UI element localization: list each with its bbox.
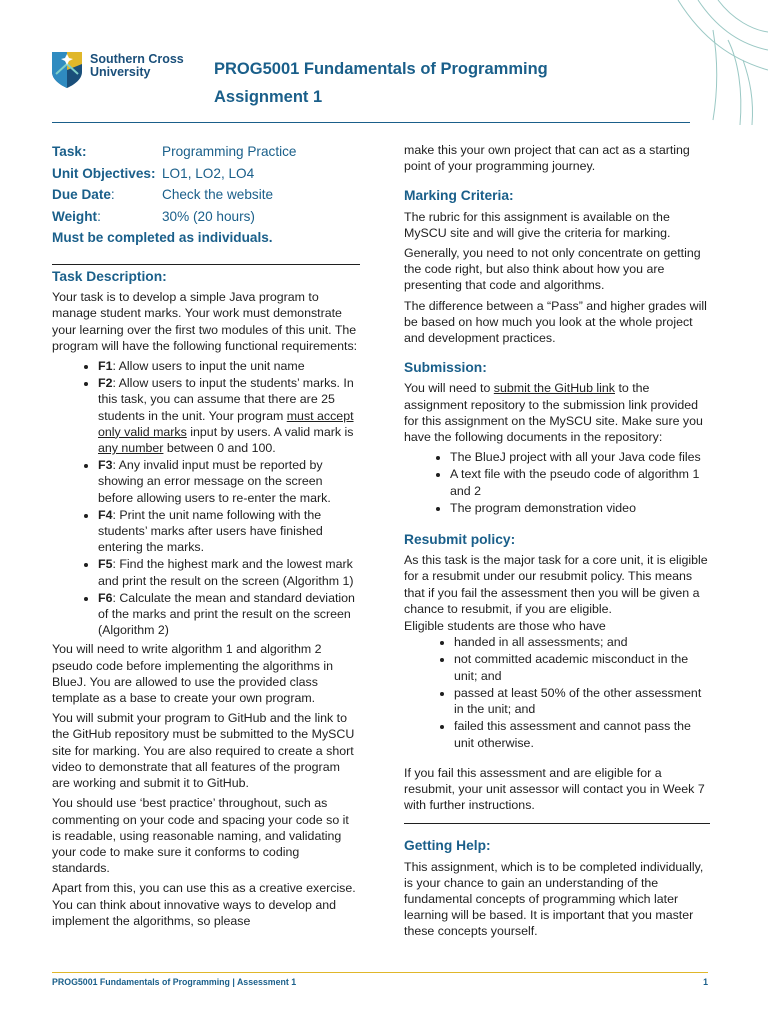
marking-paragraph-2: Generally, you need to not only concentrate on getting the code right, but also think about how you are presenting that code and algorithms. xyxy=(404,246,701,293)
list-item xyxy=(98,590,360,639)
submission-heading-colon: : xyxy=(482,360,487,376)
page-footer xyxy=(52,972,708,987)
list-item: • passed at least 50% of the other assessment in the unit; and xyxy=(454,685,710,717)
resubmit-heading-colon: : xyxy=(510,532,516,548)
f1-text: : Allow users to input the unit name xyxy=(112,359,305,374)
meta-row-due xyxy=(52,184,296,206)
university-name-line1: Southern Cross xyxy=(90,52,184,66)
list-item: • The program demonstration video xyxy=(450,500,710,516)
submission-text-b: to the assignment repository to the submission link provided for this assignment on the MySCU site. Make sure you have the following documents in the repository: xyxy=(404,381,703,445)
shield-icon xyxy=(50,50,84,90)
marking-paragraph-3: The difference between a “Pass” and higher grades will be based on how much you look at the whole project and development practices. xyxy=(404,298,707,346)
task-paragraph-5: Apart from this, you can use this as a creative exercise. You can think about innovative ways to develop and implement the algorithms, so please xyxy=(52,881,356,928)
submission-heading-text: Submission xyxy=(404,360,483,376)
university-name xyxy=(90,53,184,79)
resubmit-list xyxy=(404,634,710,750)
weight-key-label: Weight xyxy=(52,208,98,224)
f1-label: F1 xyxy=(98,359,113,374)
f2-underline-2: any number xyxy=(98,441,164,456)
header-divider xyxy=(52,122,690,123)
list-item xyxy=(98,556,360,588)
university-logo xyxy=(50,50,190,90)
f2-text-b: input by users. A valid mark is xyxy=(186,424,354,439)
f6-label: F6 xyxy=(98,590,113,605)
submission-list xyxy=(404,449,710,516)
list-item: • A text file with the pseudo code of algorithm 1 and 2 xyxy=(450,466,710,498)
left-column xyxy=(52,264,360,933)
marking-criteria-heading xyxy=(404,188,710,204)
resubmit-paragraph-1: As this task is the major task for a core unit, it is eligible for a resubmit under our resubmit policy. This means that if you fail the assessment then you will be given a chance to resubmit, if you are eligible. xyxy=(404,553,708,616)
list-item: • not committed academic misconduct in the unit; and xyxy=(454,651,710,683)
requirements-list xyxy=(52,358,360,638)
list-item xyxy=(98,457,360,506)
help-rule xyxy=(404,823,710,824)
resubmit-heading xyxy=(404,532,710,548)
task-intro: Your task is to develop a simple Java program to manage student marks. Your work must demonstrate your learning over the first two modules of this unit. The program will have the following functional requirements: xyxy=(52,290,358,353)
document-title xyxy=(214,55,548,111)
f4-label: F4 xyxy=(98,507,113,522)
resubmit-paragraph-2: Eligible students are those who have xyxy=(404,619,606,634)
marking-paragraph-1: The rubric for this assignment is available on the MySCU site and will give the criteria for marking. xyxy=(404,209,671,240)
decorative-lines xyxy=(568,0,768,130)
university-name-line2: University xyxy=(90,65,151,79)
meta-row-objectives xyxy=(52,163,296,185)
individual-notice: Must be completed as individuals. xyxy=(52,230,273,245)
f4-text: : Print the unit name following with the students’ marks after users have finished entering the marks. xyxy=(98,507,323,555)
submission-underline: submit the GitHub link xyxy=(493,381,615,396)
f2-text-c: between 0 and 100. xyxy=(163,441,276,456)
footer-text: PROG5001 Fundamentals of Programming | Assessment 1 xyxy=(52,977,297,987)
objectives-key: Unit Objectives: xyxy=(52,165,156,181)
f6-text: : Calculate the mean and standard deviation of the marks and print the result on the screen (Algorithm 2) xyxy=(98,590,355,638)
f3-label: F3 xyxy=(98,458,113,473)
resubmit-paragraph-3: If you fail this assessment and are eligible for a resubmit, your unit assessor will contact you in Week 7 with further instructions. xyxy=(404,765,705,813)
list-item: • The BlueJ project with all your Java code files xyxy=(450,449,710,465)
f2-underline-1: must accept only valid marks xyxy=(98,408,354,439)
due-key xyxy=(52,184,162,206)
task-description-heading-text: Task Description xyxy=(52,269,163,284)
right-column xyxy=(404,142,710,944)
marking-heading-colon: : xyxy=(509,188,514,204)
task-value: Programming Practice xyxy=(162,144,297,159)
task-description-rule xyxy=(52,264,360,265)
f2-label: F2 xyxy=(98,376,113,391)
submission-text-a: You will need to xyxy=(404,381,494,396)
list-item xyxy=(98,507,360,556)
help-paragraph: This assignment, which is to be completed individually, is your chance to gain an understanding of the fundamental concepts of programming which later learning will be based. It is important that you master these concepts yourself. xyxy=(404,859,704,939)
due-key-label: Due Date xyxy=(52,187,111,202)
getting-help-heading: Getting Help: xyxy=(404,838,491,854)
task-key: Task: xyxy=(52,144,87,159)
f5-label: F5 xyxy=(98,557,113,572)
meta-row-task xyxy=(52,141,296,163)
title-line2: Assignment 1 xyxy=(214,88,323,106)
meta-row-weight xyxy=(52,206,296,228)
list-item xyxy=(98,358,360,374)
title-line1: PROG5001 Fundamentals of Programming xyxy=(214,60,548,78)
list-item: • handed in all assessments; and xyxy=(454,634,710,650)
marking-heading-text: Marking Criteria xyxy=(404,188,510,204)
task-description-heading xyxy=(52,269,360,285)
due-value: Check the website xyxy=(162,187,274,202)
task-description-heading-colon: : xyxy=(162,269,167,284)
task-paragraph-2: You will need to write algorithm 1 and algorithm 2 pseudo code before implementing the algorithms in BlueJ. You are allowed to use the provided class template as a base to create your own program. xyxy=(52,642,334,706)
f2-text-a: : Allow users to input the students’ marks. In this task, you can assume that there are 25 students in the unit. Your program xyxy=(98,376,354,423)
list-item xyxy=(98,375,360,456)
due-colon: : xyxy=(110,187,115,202)
f5-text: : Find the highest mark and the lowest mark and print the result on the screen (Algorithm 1) xyxy=(98,557,354,588)
submission-paragraph xyxy=(404,380,710,445)
weight-colon: : xyxy=(97,208,101,224)
objectives-value: LO1, LO2, LO4 xyxy=(162,165,255,181)
list-item: • failed this assessment and cannot pass the unit otherwise. xyxy=(454,718,710,750)
submission-heading xyxy=(404,360,710,376)
assignment-meta xyxy=(52,141,296,249)
weight-key xyxy=(52,206,162,228)
f3-text: : Any invalid input must be reported by showing an error message on the screen before allowing users to re-enter the mark. xyxy=(98,458,331,505)
weight-value: 30% (20 hours) xyxy=(162,208,255,224)
task-paragraph-4: You should use ‘best practice’ throughout, such as commenting on your code and spacing your code so it is readable, using reasonable naming, and validating your code to make sure it conforms to coding standards. xyxy=(52,796,349,876)
task-paragraph-5-continued: make this your own project that can act as a starting point of your programming journey. xyxy=(404,143,690,174)
page-number: 1 xyxy=(703,977,708,987)
resubmit-heading-text: Resubmit policy xyxy=(404,532,511,548)
task-paragraph-3: You will submit your program to GitHub and the link to the GitHub repository must be submitted to the MySCU site for marking. You are also required to create a short video to demonstrate that all features of the program are working and submit it to GitHub. xyxy=(52,711,355,791)
